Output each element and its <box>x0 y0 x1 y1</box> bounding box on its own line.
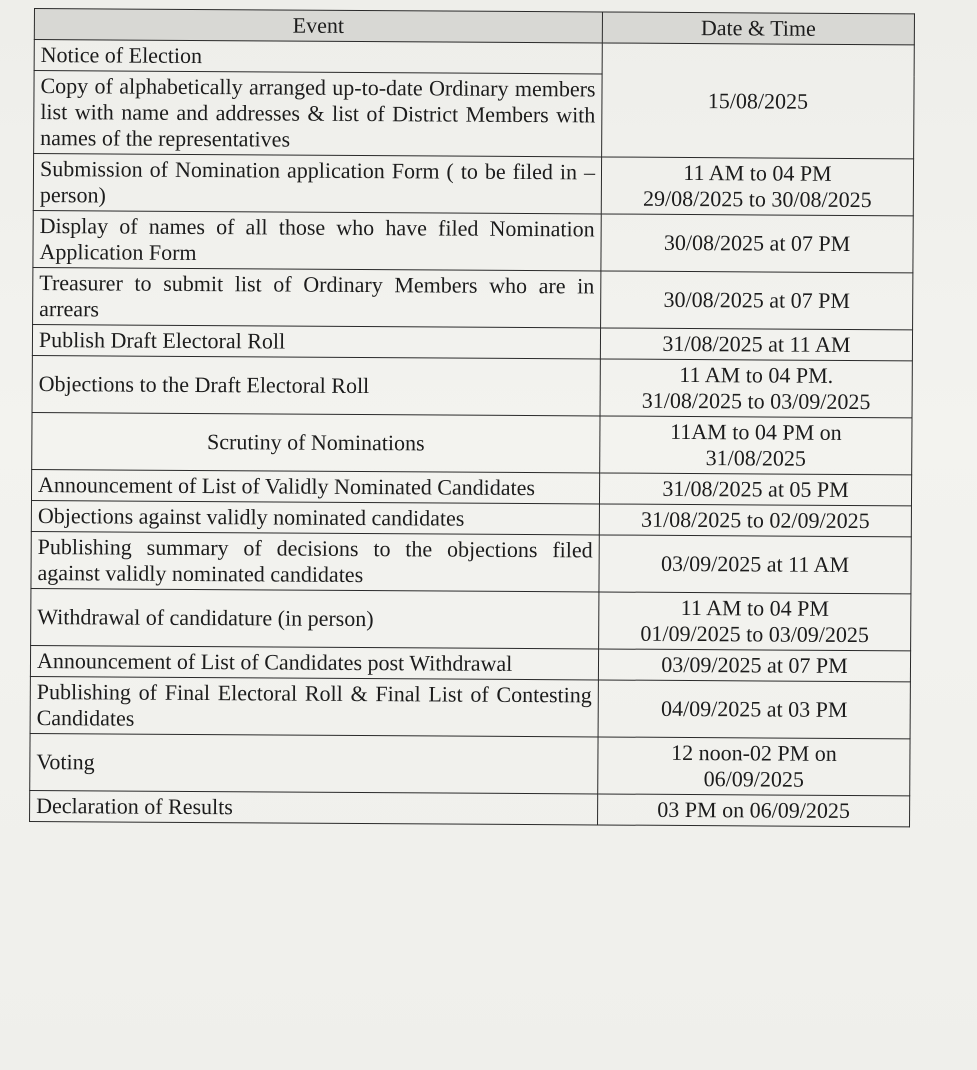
date-line-1: 11 AM to 04 PM. <box>679 361 834 388</box>
date-cell: 03 PM on 06/09/2025 <box>598 794 910 827</box>
header-event: Event <box>34 9 602 43</box>
event-cell: Voting <box>30 733 598 793</box>
event-cell: Display of names of all those who have filed Nomination Application Form <box>33 210 601 270</box>
table-row <box>33 154 913 216</box>
date-cell: 31/08/2025 at 05 PM <box>599 473 911 506</box>
table-row <box>31 588 911 650</box>
date-line-1: 11AM to 04 PM on <box>670 418 842 445</box>
header-date-time: Date & Time <box>602 12 914 45</box>
event-cell: Publish Draft Electoral Roll <box>32 324 600 358</box>
table-row <box>32 355 912 417</box>
date-line-2: 01/09/2025 to 03/09/2025 <box>640 620 870 648</box>
event-cell: Publishing of Final Electoral Roll & Final List of Contesting Candidates <box>30 676 598 736</box>
event-cell: Copy of alphabetically arranged up-to-date Ordinary members list with name and addresses & list of District Members with names of the representatives <box>34 71 602 157</box>
date-line-1: 12 noon-02 PM on <box>671 739 837 766</box>
table-row <box>33 267 913 329</box>
date-cell: 04/09/2025 at 03 PM <box>598 680 910 739</box>
date-cell: 31/08/2025 to 02/09/2025 <box>599 504 911 537</box>
event-cell: Announcement of List of Validly Nominated Candidates <box>31 469 599 503</box>
date-cell: 03/09/2025 at 11 AM <box>599 535 911 594</box>
date-line-1: 11 AM to 04 PM <box>680 594 830 621</box>
date-line-2: 29/08/2025 to 30/08/2025 <box>642 185 872 213</box>
event-cell: Submission of Nomination application Form ( to be filed in –person) <box>33 154 601 214</box>
event-cell: Notice of Election <box>34 40 602 74</box>
event-cell: Announcement of List of Candidates post Withdrawal <box>30 645 598 679</box>
date-cell: 30/08/2025 at 07 PM <box>601 271 913 330</box>
date-cell <box>600 359 912 418</box>
date-cell <box>600 416 912 475</box>
table-row <box>30 733 910 795</box>
event-cell: Objections to the Draft Electoral Roll <box>32 355 600 415</box>
date-cell <box>599 592 911 651</box>
table-row <box>30 676 910 738</box>
table-row <box>32 412 912 474</box>
date-line-2: 06/09/2025 <box>703 766 804 792</box>
event-cell: Withdrawal of candidature (in person) <box>31 588 599 648</box>
event-cell: Publishing summary of decisions to the objections filed against validly nominated candidates <box>31 531 599 591</box>
date-cell: 31/08/2025 at 11 AM <box>600 328 912 361</box>
table-row <box>30 790 910 826</box>
event-cell: Objections against validly nominated candidates <box>31 500 599 534</box>
date-line-2: 31/08/2025 to 03/09/2025 <box>641 387 871 415</box>
date-cell <box>598 737 910 796</box>
date-line-1: 11 AM to 04 PM <box>683 159 832 186</box>
date-cell: 15/08/2025 <box>602 43 915 159</box>
date-cell: 03/09/2025 at 07 PM <box>598 649 910 682</box>
event-cell: Scrutiny of Nominations <box>32 412 600 472</box>
table-row <box>33 210 913 272</box>
event-cell: Treasurer to submit list of Ordinary Members who are in arrears <box>33 267 601 327</box>
date-line-2: 31/08/2025 <box>705 445 806 471</box>
table-row <box>31 531 911 593</box>
date-cell <box>601 157 913 216</box>
event-cell: Declaration of Results <box>30 790 598 824</box>
election-schedule-table <box>29 8 915 827</box>
date-cell: 30/08/2025 at 07 PM <box>601 214 913 273</box>
